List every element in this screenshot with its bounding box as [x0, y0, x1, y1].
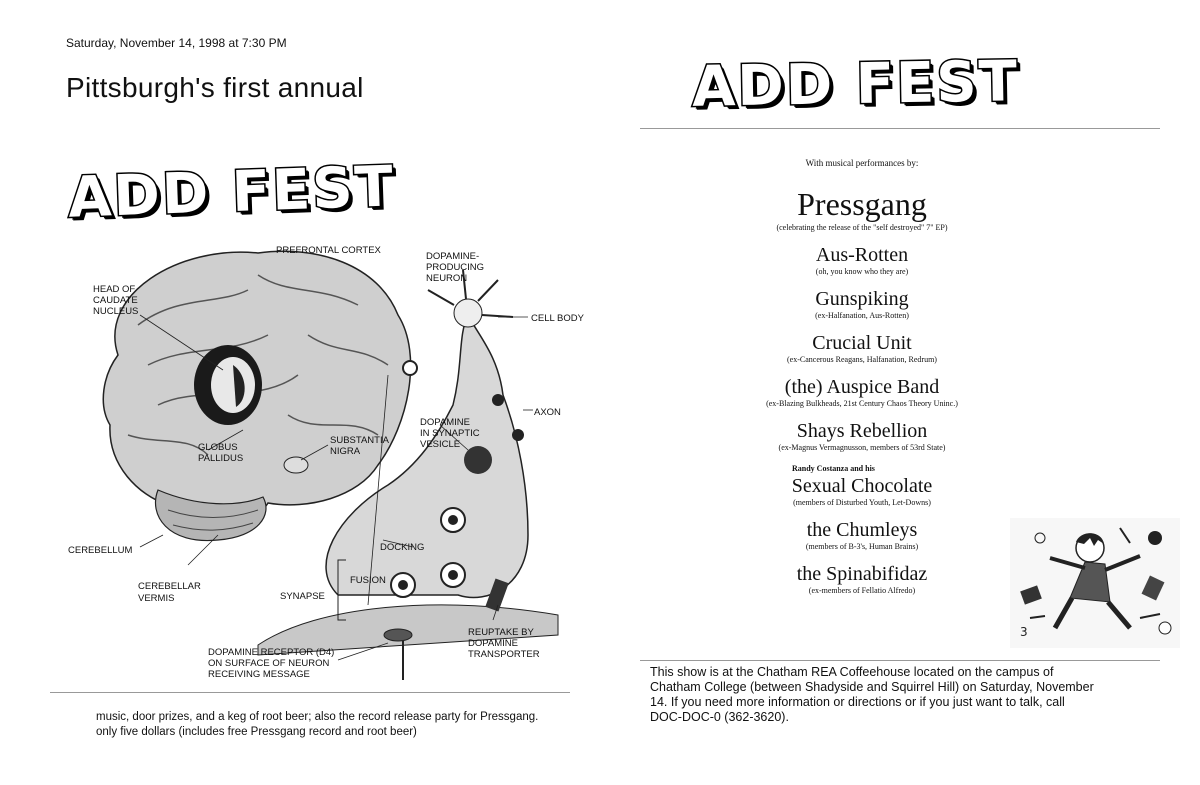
- band-name: Shays Rebellion: [796, 420, 928, 442]
- band-note: (ex-Blazing Bulkheads, 21st Century Chaos Theory Uninc.): [766, 399, 958, 408]
- label-synapse: SYNAPSE: [280, 591, 325, 602]
- band-note: (members of Disturbed Youth, Let-Downs): [793, 498, 931, 507]
- label-docking: DOCKING: [380, 542, 425, 553]
- band-name: the Chumleys: [806, 519, 918, 541]
- band-entry: [612, 332, 1112, 366]
- label-vesicle-2: IN SYNAPTIC: [420, 428, 480, 439]
- band-note: (celebrating the release of the "self destroyed" 7" EP): [776, 223, 948, 232]
- label-vesicle-1: DOPAMINE: [420, 417, 470, 428]
- band-entry: [612, 288, 1112, 322]
- label-reuptake-1: REUPTAKE BY: [468, 627, 534, 638]
- label-dopamine-neuron-2: PRODUCING: [426, 262, 485, 273]
- brain-diagram: [58, 235, 584, 695]
- label-cell-body: CELL BODY: [531, 313, 584, 324]
- label-prefrontal-cortex: PREFRONTAL CORTEX: [276, 245, 381, 256]
- band-name: Sexual Chocolate: [791, 475, 933, 497]
- svg-text:3: 3: [1020, 625, 1028, 639]
- label-globus-1: GLOBUS: [198, 442, 238, 453]
- event-details: music, door prizes, and a keg of root beer; also the record release party for Pressgang. only five dollars (includes free Pressgang record and root beer): [96, 711, 539, 738]
- label-cerebellum: CEREBELLUM: [68, 545, 133, 556]
- label-reuptake-3: TRANSPORTER: [468, 649, 540, 660]
- label-substantia-2: NIGRA: [330, 446, 361, 457]
- band-entry: [612, 376, 1112, 410]
- band-entry: [612, 186, 1112, 234]
- label-head-caudate-3: NUCLEUS: [93, 306, 139, 317]
- band-name: Crucial Unit: [812, 332, 912, 354]
- label-receptor-1: DOPAMINE RECEPTOR (D4): [208, 647, 335, 658]
- label-substantia-1: SUBSTANTIA: [330, 435, 389, 446]
- band-note: (ex-Magnus Vermagnusson, members of 53rd State): [778, 443, 946, 452]
- band-entry: [612, 420, 1112, 454]
- band-name: Gunspiking: [815, 288, 909, 310]
- left-flyer: [28, 10, 588, 780]
- label-globus-2: PALLIDUS: [198, 453, 244, 464]
- band-name: (the) Auspice Band: [784, 376, 940, 398]
- label-vesicle-3: VESICLE: [420, 439, 461, 450]
- label-vermis-2: VERMIS: [138, 593, 175, 604]
- band-note: (ex-Halfanation, Aus-Rotten): [815, 311, 909, 320]
- label-receptor-2: ON SURFACE OF NEURON: [208, 658, 330, 669]
- divider: [640, 660, 1160, 661]
- right-flyer: [612, 10, 1200, 780]
- venue-details: This show is at the Chatham REA Coffeehouse located on the campus of Chatham College (between Shadyside and Squirrel Hill) on Saturday, November 14. If you need more information or directions or if you just want to talk, call DOC-DOC-0 (362-3620).: [650, 665, 1094, 724]
- label-head-caudate-1: HEAD OF: [93, 284, 136, 295]
- add-fest-logo: ADD FEST: [691, 49, 1020, 120]
- label-dopamine-neuron-1: DOPAMINE-: [426, 251, 480, 262]
- band-note: (members of B-3's, Human Brains): [805, 542, 919, 551]
- event-date: Saturday, November 14, 1998 at 7:30 PM: [66, 36, 287, 50]
- band-name: Pressgang: [797, 186, 927, 222]
- band-entry: [612, 244, 1112, 278]
- brain-illustration: [103, 251, 410, 540]
- label-dopamine-neuron-3: NEURON: [426, 273, 468, 284]
- band-intro: Randy Costanza and his: [792, 464, 875, 473]
- band-name: Aus-Rotten: [815, 244, 909, 266]
- band-note: (oh, you know who they are): [815, 267, 909, 276]
- headline: Pittsburgh's first annual: [66, 72, 364, 103]
- lineup-subtitle: With musical performances by:: [805, 158, 919, 168]
- label-axon: AXON: [534, 407, 561, 418]
- label-reuptake-2: DOPAMINE: [468, 638, 518, 649]
- label-fusion: FUSION: [350, 575, 386, 586]
- divider: [50, 692, 570, 693]
- band-note: (ex-Cancerous Reagans, Halfanation, Redrum): [787, 355, 937, 364]
- label-head-caudate-2: CAUDATE: [93, 295, 138, 306]
- label-vermis-1: CEREBELLAR: [138, 581, 201, 592]
- cartoon-boy-illustration: [1010, 518, 1180, 648]
- band-name: the Spinabifidaz: [796, 563, 928, 585]
- divider: [640, 128, 1160, 129]
- label-receptor-3: RECEIVING MESSAGE: [208, 669, 310, 680]
- band-entry: [612, 464, 1112, 509]
- band-note: (ex-members of Fellatio Alfredo): [808, 586, 916, 595]
- add-fest-logo: ADD FEST: [66, 154, 396, 231]
